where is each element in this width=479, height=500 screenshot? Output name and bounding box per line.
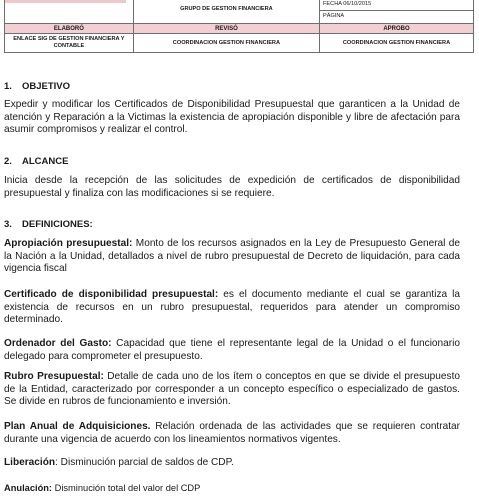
section-number: 3. bbox=[4, 219, 12, 230]
definition-item bbox=[4, 457, 460, 470]
section-title: ALCANCE bbox=[22, 156, 69, 167]
alcance-text: Inicia desde la recepción de las solicitudes de expedición de certificados de disponibilidad presupuestal y finaliza con las modificaciones si se requiere. bbox=[4, 175, 460, 199]
reviso-value: COORDINACION GESTION FINANCIERA bbox=[133, 34, 319, 53]
definition-item bbox=[4, 238, 460, 276]
group-title: GRUPO DE GESTION FINANCIERA bbox=[133, 0, 319, 24]
document-header-table bbox=[4, 0, 474, 53]
definition-item bbox=[4, 421, 460, 446]
aprobo-title: APROBO bbox=[320, 24, 474, 34]
objetivo-text: Expedir y modificar los Certificados de Disponibilidad Presupuestal que garanticen a la Unidad de atención y Reparación a la Victimas la existencia de apropiación disponible y libre de afectación para asumir compromisos y realizar el control. bbox=[4, 99, 460, 136]
section-objetivo-heading bbox=[4, 81, 460, 94]
definition-text: Relación ordenada de las actividades que se requieren contratar durante una vigencia de acuerdo con los lineamientos normativos vigentes. bbox=[4, 421, 460, 445]
definition-text: Capacidad que tiene el representante legal de la Unidad o el funcionario delegado para comprometer el presupuesto. bbox=[4, 338, 460, 362]
fecha-label: FECHA 06/10/2015 bbox=[323, 0, 372, 7]
definition-text: Detalle de cada uno de los ítem o conceptos en que se divide el presupuesto de la Entidad, caracterizado por corresponder a un concepto específico o especializado de gastos. Se divide en rubros de funcionamiento e inversión. bbox=[4, 371, 460, 408]
definition-item bbox=[4, 289, 460, 327]
section-number: 1. bbox=[4, 81, 12, 92]
section-title: OBJETIVO bbox=[22, 81, 71, 92]
logo-cell bbox=[5, 0, 134, 24]
definition-term: Plan Anual de Adquisiciones. bbox=[4, 421, 151, 432]
definition-term: Ordenador del Gasto: bbox=[4, 338, 112, 349]
aprobo-value: COORDINACION GESTION FINANCIERA bbox=[320, 34, 474, 53]
definition-item bbox=[4, 338, 460, 363]
pagina-label: PÁGINA bbox=[320, 10, 473, 23]
section-title: DEFINICIONES: bbox=[22, 219, 93, 230]
definition-text: Monto de los recursos asignados en la Ley de Presupuesto General de la Nación a la Unidad, detallados a nivel de rubro presupuestal de Decreto de liquidación, para cada vigencia fiscal bbox=[4, 238, 460, 275]
definition-text: es el documento mediante el cual se garantiza la existencia de recursos en un rubro presupuestal, requeridos para atender un compromiso determinado. bbox=[4, 289, 461, 326]
section-alcance-heading bbox=[4, 156, 460, 169]
section-number: 2. bbox=[4, 156, 12, 167]
definition-item bbox=[4, 371, 460, 409]
definition-term: Liberación bbox=[4, 457, 56, 468]
definition-text: Disminución total del valor del CDP bbox=[52, 483, 201, 493]
definition-term: Apropiación presupuestal: bbox=[4, 238, 133, 249]
elaboro-title: ELABORÓ bbox=[5, 24, 134, 34]
definition-text: : Disminución parcial de saldos de CDP. bbox=[55, 457, 234, 468]
definition-term: Anulación: bbox=[4, 483, 53, 493]
definition-item bbox=[4, 482, 460, 495]
reviso-title: REVISÓ bbox=[133, 24, 319, 34]
elaboro-value: ENLACE SIG DE GESTION FINANCIERA Y CONTABLE bbox=[5, 34, 134, 53]
definition-term: Rubro Presupuestal: bbox=[4, 371, 104, 382]
section-definiciones-heading bbox=[4, 219, 460, 232]
definition-term: Certificado de disponibilidad presupuestal: bbox=[4, 289, 219, 300]
meta-cell bbox=[320, 0, 474, 24]
